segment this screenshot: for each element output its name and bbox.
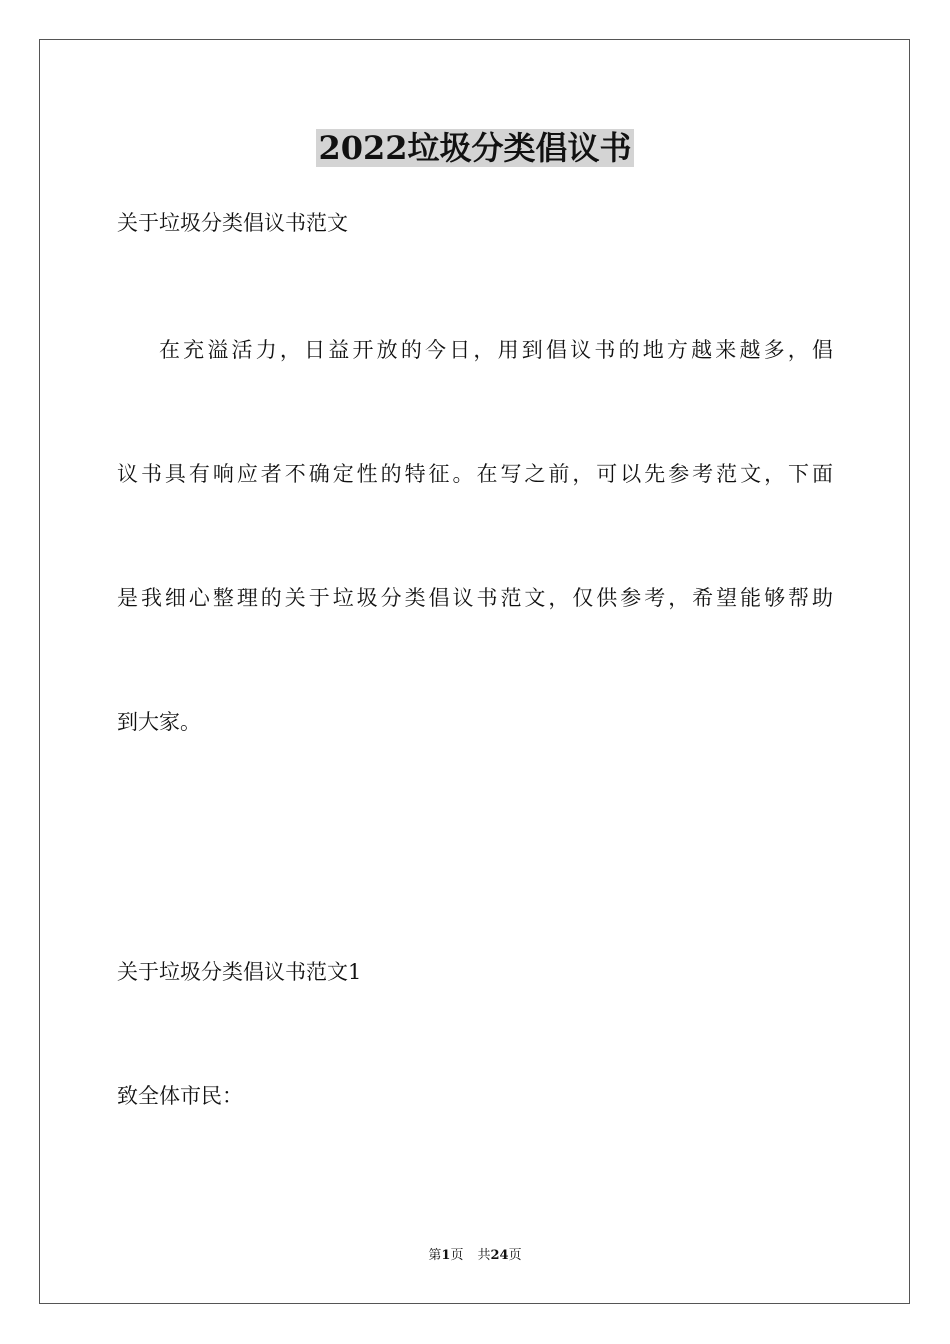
document-subtitle: 关于垃圾分类倡议书范文 xyxy=(117,211,348,235)
page-number: 1 xyxy=(441,1248,451,1263)
section-heading: 关于垃圾分类倡议书范文1 xyxy=(117,960,362,984)
salutation: 致全体市民： xyxy=(117,1084,243,1108)
total-suffix: 页 xyxy=(508,1248,522,1263)
intro-paragraph-line-2: 议书具有响应者不确定性的特征。在写之前，可以先参考范文，下面 xyxy=(117,462,833,486)
intro-paragraph-line-1: 在充溢活力，日益开放的今日，用到倡议书的地方越来越多，倡 xyxy=(159,338,833,362)
total-pages: 24 xyxy=(490,1248,509,1263)
page-footer xyxy=(0,1247,950,1265)
document-title xyxy=(0,126,950,170)
intro-paragraph-line-4: 到大家。 xyxy=(117,710,201,734)
total-prefix: 共 xyxy=(477,1248,491,1263)
intro-paragraph-line-3: 是我细心整理的关于垃圾分类倡议书范文，仅供参考，希望能够帮助 xyxy=(117,586,833,610)
document-title-text: 2022垃圾分类倡议书 xyxy=(318,129,632,167)
page-prefix: 第 xyxy=(428,1248,442,1263)
page-suffix: 页 xyxy=(450,1248,464,1263)
